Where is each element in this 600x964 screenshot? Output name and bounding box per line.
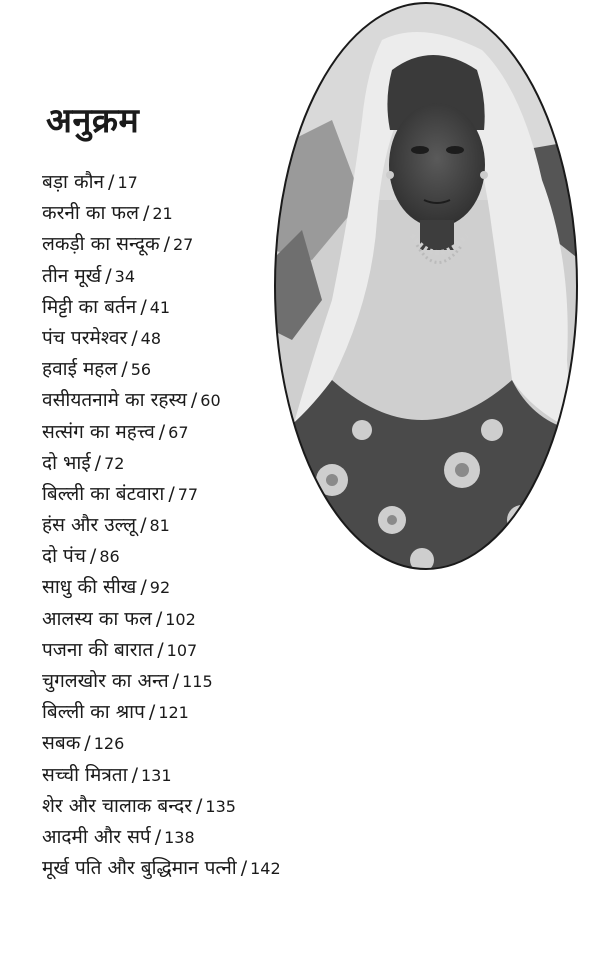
toc-entry-page: 92: [149, 578, 171, 598]
toc-entry-page: 135: [205, 796, 236, 816]
toc-entry-title: आलस्य का फल: [42, 607, 152, 630]
toc-entry-title: बिल्ली का बंटवारा: [42, 482, 165, 505]
toc-entry-title: मूर्ख पति और बुद्धिमान पत्नी: [42, 857, 237, 880]
toc-separator: /: [121, 358, 128, 381]
toc-entry-title: पजना की बारात: [42, 638, 154, 661]
toc-entry-title: पंच परमेश्वर: [42, 326, 128, 349]
toc-entry-title: दो पंच: [42, 545, 86, 568]
toc-entry-title: हंस और उल्लू: [42, 514, 137, 537]
toc-entry: [42, 479, 281, 510]
toc-entry-page: 21: [152, 204, 173, 224]
toc-entry: [42, 229, 281, 260]
table-of-contents: [42, 167, 281, 884]
toc-separator: /: [168, 482, 175, 505]
toc-separator: /: [158, 420, 166, 443]
toc-entry-page: 138: [164, 827, 195, 847]
toc-entry-page: 126: [93, 734, 125, 754]
toc-separator: /: [131, 326, 138, 349]
toc-entry: [42, 853, 281, 884]
toc-entry-title: हवाई महल: [42, 358, 118, 381]
toc-separator: /: [155, 607, 163, 630]
toc-entry: [42, 728, 281, 759]
toc-entry: [42, 385, 281, 416]
toc-entry-title: लकड़ी का सन्दूक: [42, 233, 160, 256]
toc-separator: /: [131, 763, 138, 786]
toc-separator: /: [190, 389, 198, 412]
toc-entry-page: 34: [114, 266, 136, 286]
toc-entry-page: 131: [140, 765, 172, 785]
toc-separator: /: [84, 732, 91, 755]
toc-entry: [42, 261, 281, 292]
toc-entry-title: मिट्टी का बर्तन: [42, 295, 137, 318]
toc-entry-title: करनी का फल: [42, 202, 139, 225]
toc-separator: /: [148, 701, 156, 724]
toc-entry-page: 17: [117, 173, 138, 192]
toc-separator: /: [108, 171, 115, 193]
toc-entry: [42, 292, 281, 323]
toc-entry-page: 56: [130, 360, 152, 380]
toc-entry: [42, 323, 281, 354]
toc-entry: [42, 417, 281, 448]
toc-entry: [42, 822, 281, 853]
toc-entry: [42, 198, 281, 229]
toc-entry-page: 27: [172, 235, 194, 255]
toc-separator: /: [140, 295, 147, 318]
toc-separator: /: [140, 576, 147, 599]
toc-entry-title: वसीयतनामे का रहस्य: [42, 389, 187, 412]
toc-entry: [42, 541, 281, 572]
toc-entry-page: 60: [200, 391, 221, 411]
toc-entry: [42, 354, 281, 385]
toc-entry-title: बड़ा कौन: [42, 171, 105, 193]
toc-entry-title: तीन मूर्ख: [42, 264, 102, 287]
toc-separator: /: [240, 857, 248, 880]
toc-entry: [42, 791, 281, 822]
toc-separator: /: [172, 670, 180, 692]
toc-entry-title: साधु की सीख: [42, 576, 137, 599]
toc-separator: /: [163, 233, 170, 256]
toc-entry-page: 107: [166, 640, 198, 660]
toc-separator: /: [140, 514, 147, 537]
toc-entry: [42, 760, 281, 791]
toc-separator: /: [154, 825, 162, 848]
toc-entry: [42, 666, 281, 697]
toc-entry-title: सत्संग का महत्त्व: [42, 420, 155, 443]
toc-entry-title: चुगलखोर का अन्त: [42, 670, 169, 692]
toc-entry: [42, 510, 281, 541]
toc-separator: /: [142, 202, 150, 225]
toc-entry-title: बिल्ली का श्राप: [42, 701, 145, 724]
woman-portrait-photo: [272, 0, 580, 572]
toc-entry-page: 81: [149, 516, 170, 536]
toc-entry-title: सच्ची मित्रता: [42, 763, 128, 786]
toc-entry-page: 77: [177, 484, 199, 504]
toc-entry-page: 121: [158, 703, 189, 723]
toc-entry-page: 86: [99, 547, 120, 567]
toc-entry-page: 115: [182, 672, 213, 691]
toc-entry-page: 48: [140, 328, 161, 348]
toc-entry-page: 67: [168, 422, 189, 442]
toc-separator: /: [89, 545, 97, 568]
toc-entry-title: शेर और चालाक बन्दर: [42, 794, 192, 817]
toc-separator: /: [157, 638, 164, 661]
toc-entry-page: 72: [104, 453, 125, 473]
toc-entry-title: आदमी और सर्प: [42, 825, 151, 848]
toc-entry-title: सबक: [42, 732, 81, 755]
toc-entry: [42, 604, 281, 635]
toc-entry-page: 142: [250, 859, 281, 879]
toc-entry: [42, 697, 281, 728]
toc-entry: [42, 635, 281, 666]
toc-entry-page: 102: [165, 609, 196, 629]
toc-entry: [42, 572, 281, 603]
toc-entry: [42, 448, 281, 479]
toc-separator: /: [195, 794, 203, 817]
page-title: अनुक्रम: [46, 101, 140, 141]
toc-separator: /: [105, 264, 112, 287]
toc-entry-page: 41: [149, 297, 171, 317]
toc-separator: /: [94, 451, 102, 474]
toc-entry-title: दो भाई: [42, 451, 91, 474]
toc-entry: [42, 167, 281, 198]
